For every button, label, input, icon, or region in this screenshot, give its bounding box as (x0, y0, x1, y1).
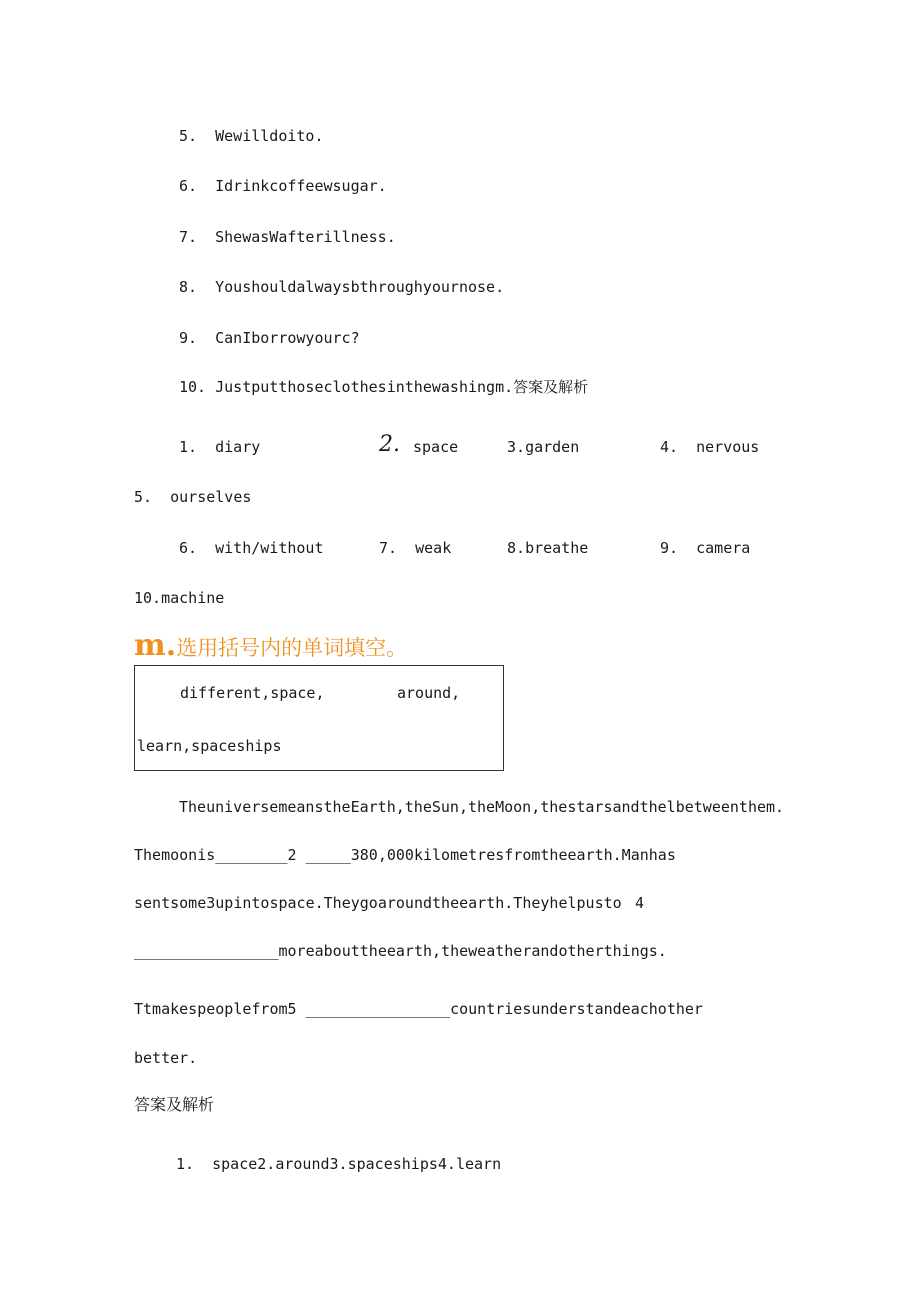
answer-heading-inline: 答案及解析 (513, 378, 589, 396)
passage-line-5: Ttmakespeoplefrom5 ________________countriesunderstandeachother (134, 1000, 703, 1018)
passage-line-2: Themoonis________2 _____380,000kilometresfromtheearth.Manhas (134, 846, 676, 864)
answer-10: 10.machine (134, 589, 225, 607)
answer-4: 4. nervous (660, 438, 760, 456)
section-3-title: 选用括号内的单词填空。 (176, 636, 408, 660)
answer-1: 1. diary (179, 438, 261, 456)
passage-line-3: sentsome3upintospace.Theygoaroundtheearth.Theyhelpusto (134, 894, 622, 912)
answer-2-number: 2. (379, 432, 400, 457)
passage-blank-4-number: 4 (635, 894, 645, 912)
word-box-item-1: different,space, (180, 684, 325, 702)
passage-line-1: TheuniversemeanstheEarth,theSun,theMoon,thestarsandthelbetweenthem. (179, 798, 785, 816)
answer-6: 6. with/without (179, 539, 324, 557)
question-10: 10. Justputthoseclothesinthewashingm.答案及解析 (179, 378, 589, 396)
section-3-numeral: m. (134, 628, 177, 663)
question-8: 8. Youshouldalwaysbthroughyournose. (179, 278, 505, 296)
passage-line-4: ________________moreabouttheearth,theweatherandotherthings. (134, 942, 667, 960)
answer-5: 5. ourselves (134, 488, 252, 506)
passage-line-6: better. (134, 1049, 198, 1067)
word-box-item-2: around, (397, 684, 461, 702)
word-box-line-2: learn,spaceships (137, 737, 282, 755)
section-3-heading (134, 628, 407, 663)
question-9: 9. CanIborrowyourc? (179, 329, 360, 347)
answer-9: 9. camera (660, 539, 751, 557)
question-5: 5. Wewilldoito. (179, 127, 324, 145)
question-7: 7. ShewasWafterillness. (179, 228, 396, 246)
answer-7: 7. weak (379, 539, 452, 557)
question-6: 6. Idrinkcoffeewsugar. (179, 177, 387, 195)
section-3-answers: 1. space2.around3.spaceships4.learn (176, 1155, 502, 1173)
answer-2-word: space (413, 438, 459, 456)
answer-heading: 答案及解析 (134, 1095, 215, 1114)
answer-3: 3.garden (507, 438, 580, 456)
answer-8: 8.breathe (507, 539, 589, 557)
